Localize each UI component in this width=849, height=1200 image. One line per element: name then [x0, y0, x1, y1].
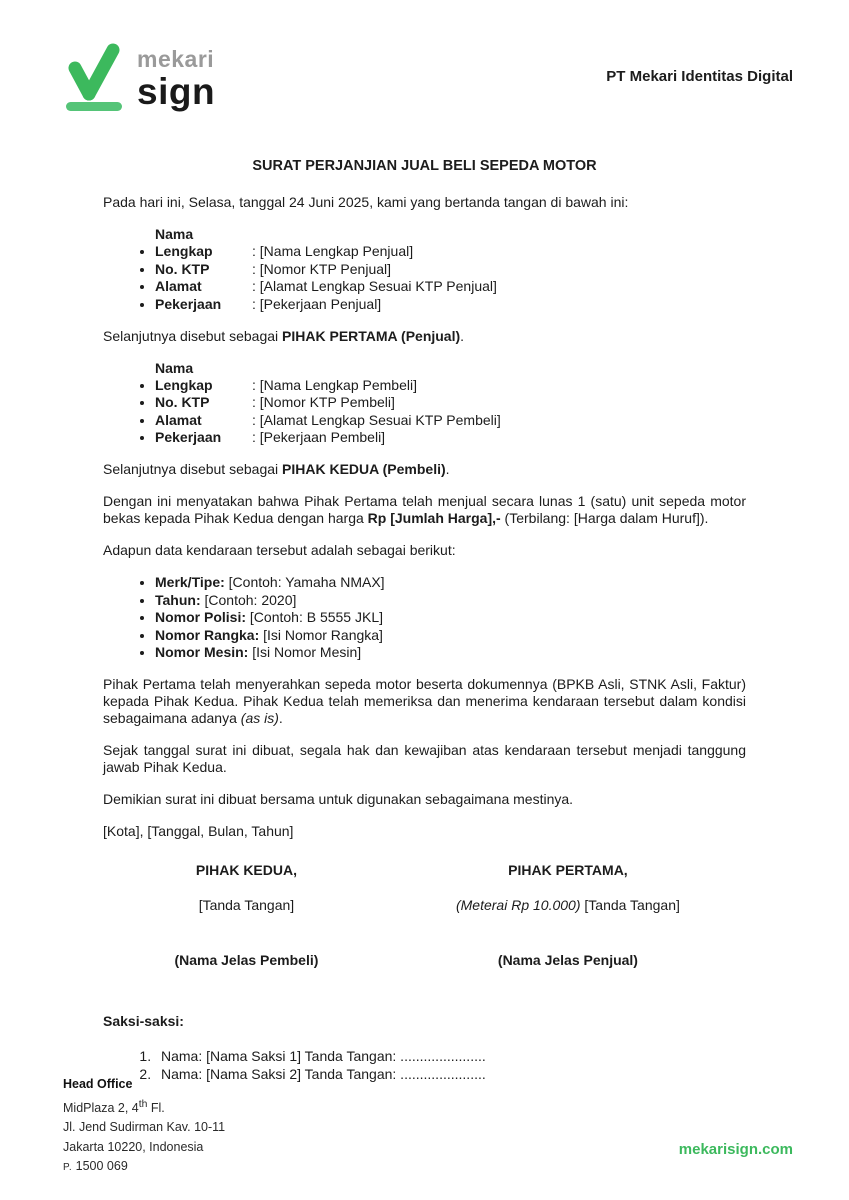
intro-paragraph: Pada hari ini, Selasa, tanggal 24 Juni 2025, kami yang bertanda tangan di bawah ini:: [103, 194, 629, 210]
document-body: [103, 158, 746, 1098]
seller-signature-placeholder: (Meterai Rp 10.000) [Tanda Tangan]: [455, 897, 680, 913]
witness-item-2: 2. Nama: [Nama Saksi 2] Tanda Tangan: ......................: [155, 1066, 746, 1083]
signature-buyer-column: [103, 862, 390, 969]
sale-paragraph: Dengan ini menyatakan bahwa Pihak Pertama telah menjual secara lunas 1 (satu) unit sepeda motor bekas kepada Pihak Kedua dengan harga Rp [Jumlah Harga],- (Terbilang: [Harga dalam Huruf]).: [103, 493, 746, 526]
seller-field-ktp: • No. KTP : [Nomor KTP Penjual]: [155, 261, 746, 278]
buyer-signature-name: (Nama Jelas Pembeli): [174, 952, 319, 968]
page-header: [63, 40, 793, 114]
footer-address-line2: Jl. Jend Sudirman Kav. 10-11: [63, 1120, 226, 1135]
buyer-signature-placeholder: [Tanda Tangan]: [198, 897, 295, 913]
rights-paragraph: Sejak tanggal surat ini dibuat, segala hak dan kewajiban atas kendaraan tersebut menjadi tanggung jawab Pihak Kedua.: [103, 742, 746, 775]
vehicle-field-polisi: • Nomor Polisi: [Contoh: B 5555 JKL]: [155, 609, 746, 626]
seller-signature-title: PIHAK PERTAMA,: [508, 862, 628, 878]
footer-address-line1: MidPlaza 2, 4th Fl.: [63, 1098, 165, 1115]
buyer-signature-title: PIHAK KEDUA,: [195, 862, 297, 878]
seller-fields-list: [103, 226, 746, 313]
place-date-line: [Kota], [Tanggal, Bulan, Tahun]: [103, 823, 294, 839]
handover-paragraph: Pihak Pertama telah menyerahkan sepeda motor beserta dokumennya (BPKB Asli, STNK Asli, Faktur) kepada Pihak Kedua. Pihak Kedua telah memeriksa dan menerima kendaraan tersebut dalam kondisi sebagaimana adanya (as is).: [103, 676, 746, 726]
logo-brand-bottom: sign: [137, 71, 216, 112]
seller-field-nama: • Nama Lengkap : [Nama Lengkap Penjual]: [155, 226, 746, 260]
footer-phone: P. 1500 069: [63, 1159, 128, 1174]
vehicle-intro: Adapun data kendaraan tersebut adalah sebagai berikut:: [103, 542, 456, 558]
seller-field-alamat: • Alamat : [Alamat Lengkap Sesuai KTP Penjual]: [155, 278, 746, 295]
document-title: SURAT PERJANJIAN JUAL BELI SEPEDA MOTOR: [252, 158, 597, 174]
footer-address-line3: Jakarta 10220, Indonesia: [63, 1139, 204, 1154]
mekari-sign-logo: [63, 40, 215, 114]
buyer-fields-list: [103, 360, 746, 447]
stamp-note: (Meterai Rp 10.000): [455, 897, 581, 913]
checkmark-underline-icon: [63, 40, 127, 114]
signature-block: [103, 862, 746, 969]
closing-paragraph: Demikian surat ini dibuat bersama untuk digunakan sebagaimana mestinya.: [103, 791, 574, 807]
witnesses-heading: Saksi-saksi:: [103, 1013, 184, 1029]
logo-wordmark: [137, 48, 215, 110]
buyer-field-pekerjaan: • Pekerjaan : [Pekerjaan Pembeli]: [155, 429, 746, 446]
logo-brand-top: mekari: [137, 46, 215, 72]
vehicle-field-merk: • Merk/Tipe: [Contoh: Yamaha NMAX]: [155, 574, 746, 591]
buyer-field-ktp: • No. KTP : [Nomor KTP Pembeli]: [155, 394, 746, 411]
witness-item-1: 1. Nama: [Nama Saksi 1] Tanda Tangan: ......................: [155, 1048, 746, 1065]
seller-signature-name: (Nama Jelas Penjual): [497, 952, 638, 968]
footer-address-block: [63, 1075, 225, 1178]
vehicle-field-mesin: • Nomor Mesin: [Isi Nomor Mesin]: [155, 644, 746, 661]
buyer-field-nama: • Nama Lengkap : [Nama Lengkap Pembeli]: [155, 360, 746, 394]
buyer-clause: Selanjutnya disebut sebagai PIHAK KEDUA (Pembeli).: [103, 461, 450, 477]
vehicle-field-tahun: • Tahun: [Contoh: 2020]: [155, 592, 746, 609]
buyer-field-alamat: • Alamat : [Alamat Lengkap Sesuai KTP Pembeli]: [155, 412, 746, 429]
vehicle-field-rangka: • Nomor Rangka: [Isi Nomor Rangka]: [155, 627, 746, 644]
seller-clause: Selanjutnya disebut sebagai PIHAK PERTAMA (Penjual).: [103, 327, 465, 344]
footer-office-title: Head Office: [63, 1077, 133, 1091]
footer-website-link[interactable]: mekarisign.com: [678, 1141, 793, 1158]
vehicle-fields-list: [103, 574, 746, 661]
signature-seller-column: [390, 862, 746, 969]
company-name: PT Mekari Identitas Digital: [606, 68, 793, 85]
seller-field-pekerjaan: • Pekerjaan : [Pekerjaan Penjual]: [155, 296, 746, 313]
